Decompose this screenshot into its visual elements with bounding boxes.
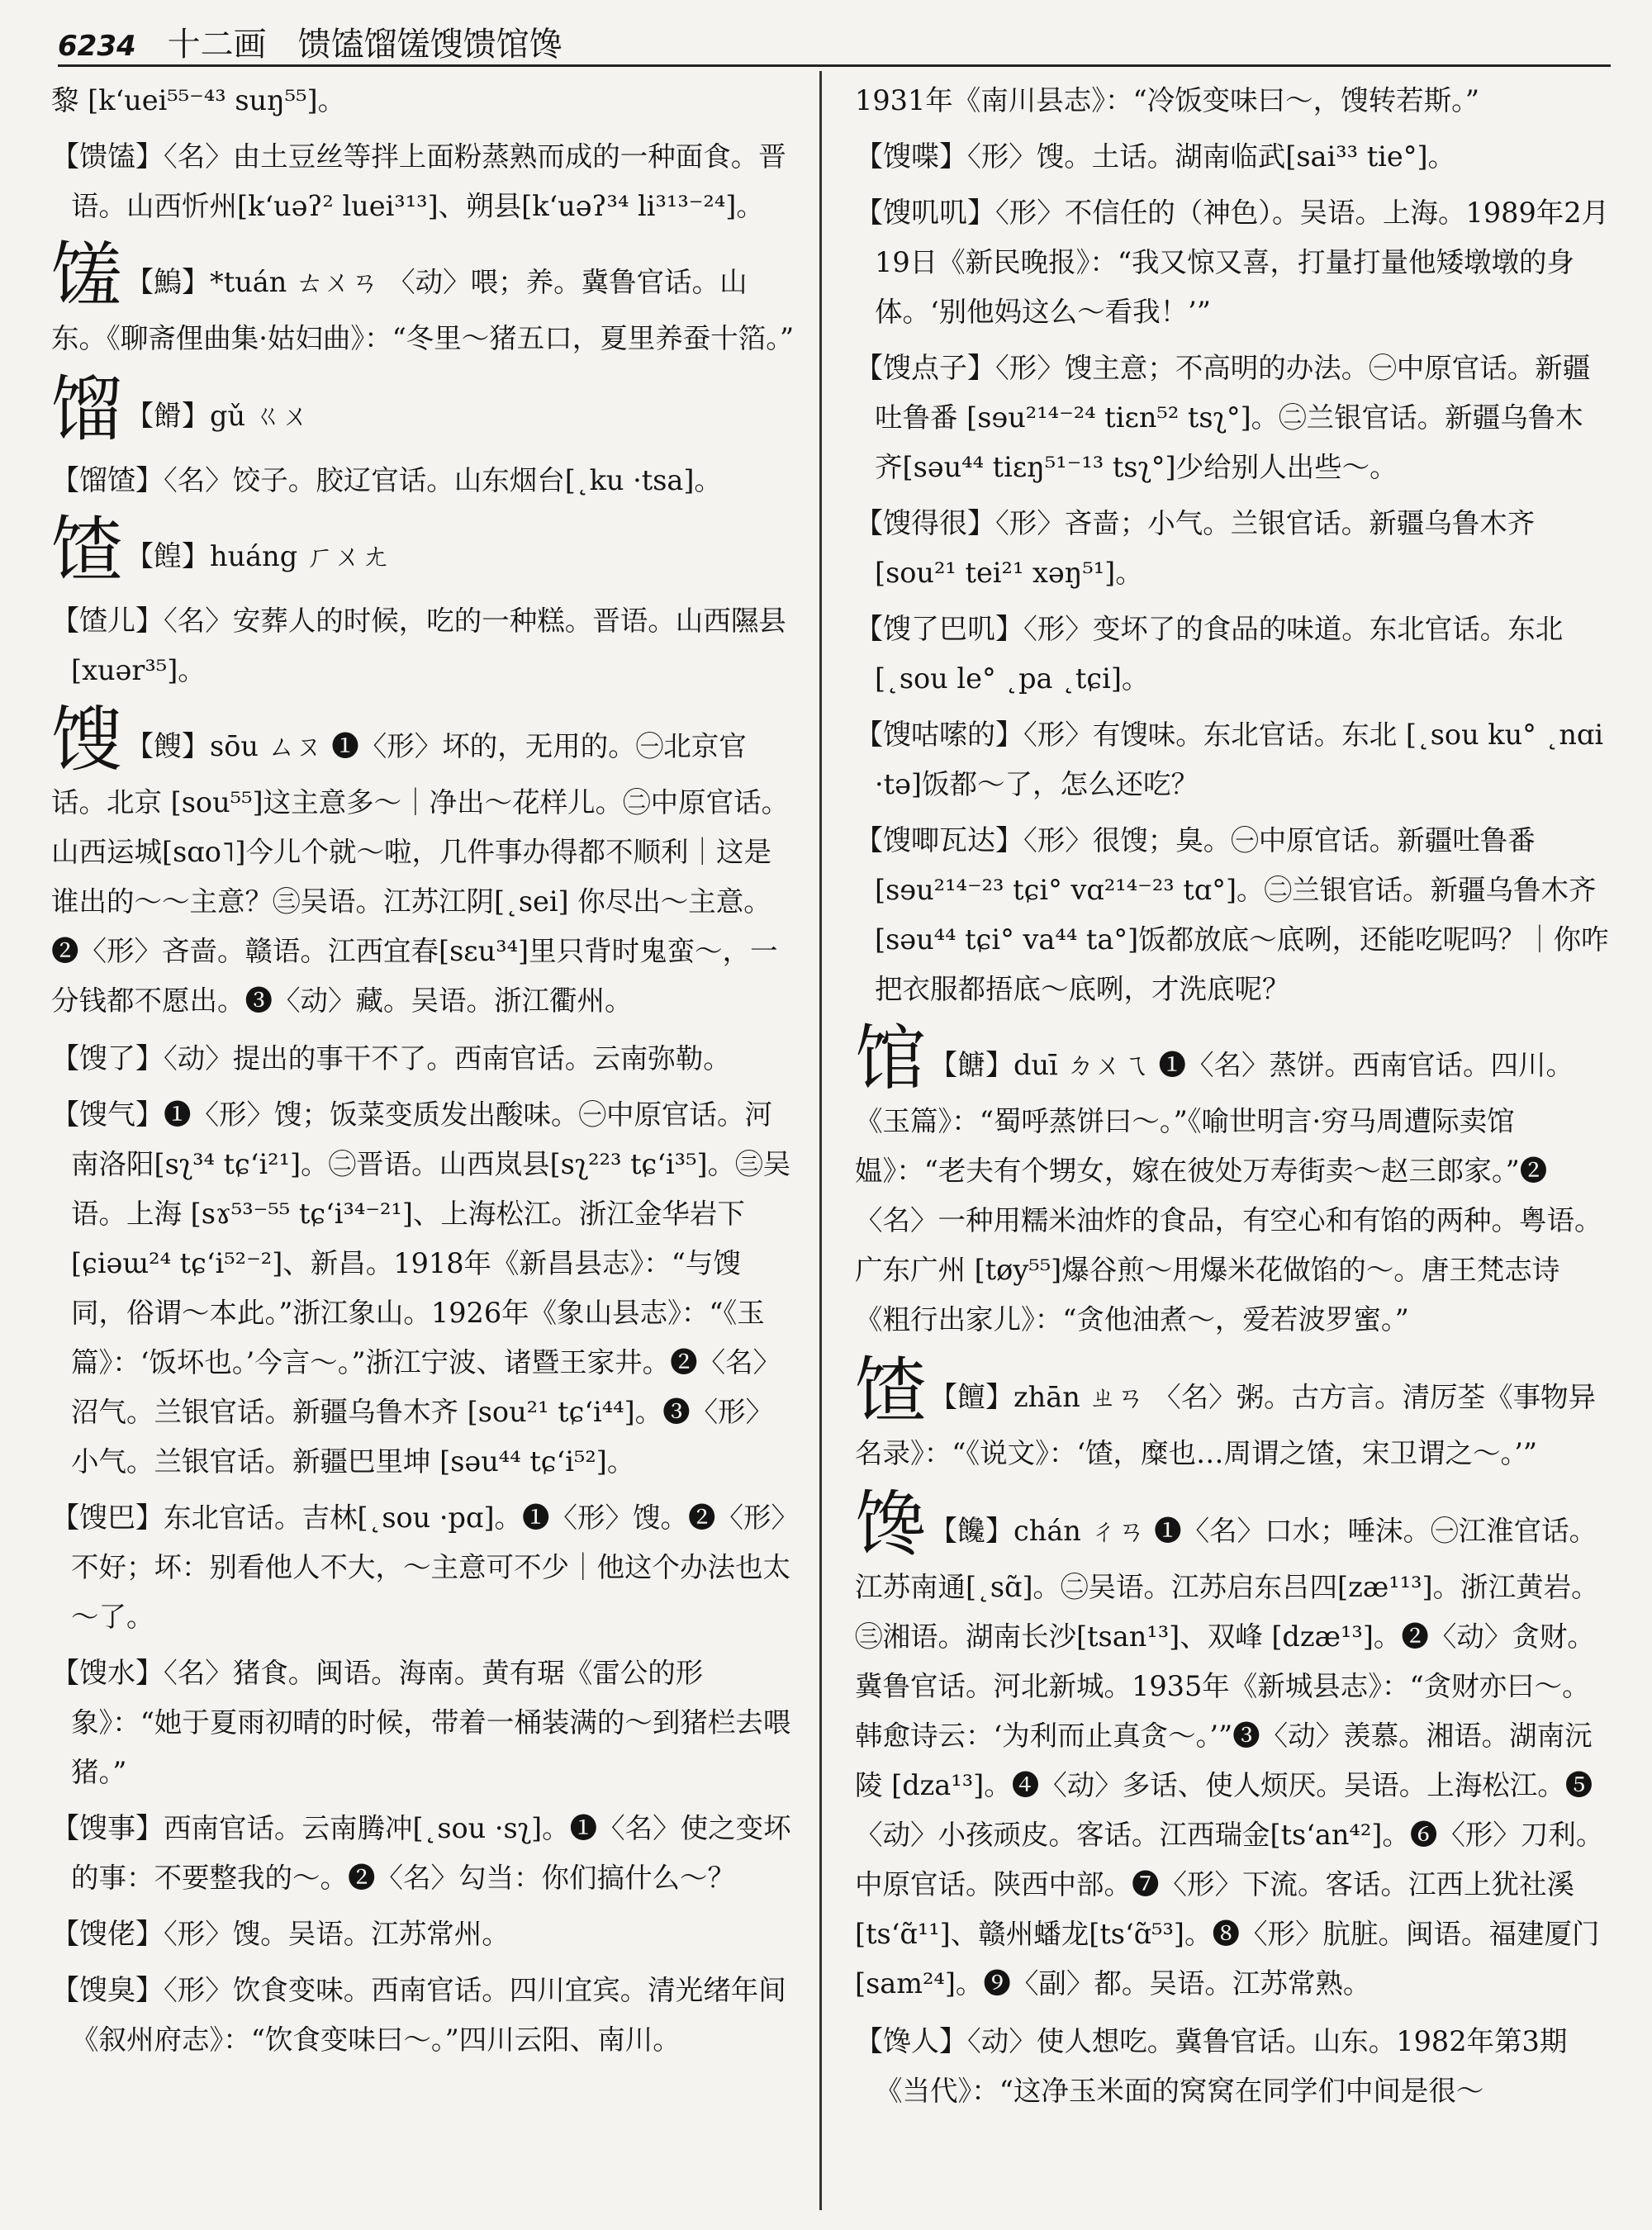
entry-text: sōu ㄙㄡ ❶〈形〉坏的，无用的。㊀北京官话。北京 [sou⁵⁵]这主意多～｜净出～花样儿。㊁中原官话。山西运城[sɑo˥]今儿个就～啦，几件事办得都不顺利｜这是谁出的～～主意？㊂吴语。江苏江阴[˛sei] 你尽出～主意。❷〈形〉吝啬。赣语。江西宜春[sɛu³⁴]里只背时鬼蛮～，一分钱都不愿出。❸〈动〉藏。吴语。浙江衢州。 — [51, 730, 790, 1017]
entry-text: 〈名〉饺子。胶辽官话。山东烟台[˛ku ·tsa]。 — [164, 464, 722, 496]
traditional-form: 【餶】 — [126, 400, 210, 433]
word-entry — [855, 188, 1611, 337]
entry-text: 1931年《南川县志》：“冷饭变味曰～，馊转若斯。” — [855, 84, 1480, 116]
word-entry — [855, 499, 1611, 598]
entry-text: 〈形〉有馊味。东北官话。东北 [˛sou ku° ˛nɑi ·tə]饭都～了，怎么还吃？ — [875, 719, 1604, 800]
entry-headword: 【馊喋】 — [855, 140, 967, 173]
headword-character: 馆 — [855, 1018, 926, 1100]
entry-headword: 【馊臭】 — [51, 1974, 164, 2007]
word-entry — [51, 1966, 795, 2065]
entry-headword: 【馈馌】 — [51, 140, 164, 173]
entry-text: 〈形〉饮食变味。西南官话。四川宜宾。清光绪年间《叙州府志》：“饮食变味曰～。”四川云阳、南川。 — [71, 1974, 786, 2056]
header-chars: 馈馌馏馐馊馈馆馋 — [297, 26, 563, 64]
entry-headword: 【馏馇】 — [51, 464, 164, 497]
word-entry — [51, 1034, 795, 1084]
traditional-form: 【饘】 — [929, 1381, 1014, 1414]
character-entry — [855, 1483, 1611, 2009]
entry-text: huáng ㄏㄨㄤ — [210, 540, 390, 572]
headword-character: 馐 — [51, 235, 122, 317]
word-entry — [51, 456, 795, 505]
character-entry — [51, 699, 795, 1026]
entry-headword: 【馇儿】 — [51, 605, 164, 638]
column-divider — [819, 71, 822, 2210]
entry-headword: 【馊巴】 — [51, 1502, 164, 1535]
page-number: 6234 — [58, 30, 136, 63]
traditional-form: 【餿】 — [126, 730, 210, 763]
word-entry — [51, 1910, 795, 1959]
entry-continuation — [51, 76, 795, 126]
entry-headword: 【馊唧瓦达】 — [855, 824, 1023, 857]
entry-headword: 【馊气】 — [51, 1098, 164, 1132]
word-entry — [855, 605, 1611, 704]
entry-text: duī ㄉㄨㄟ ❶〈名〉蒸饼。西南官话。四川。《玉篇》：“蜀呼蒸饼曰～。”《喻世明言·穷马周遭际卖馆媪》：“老夫有个甥女，嫁在彼处万寿街卖～赵三郎家。”❷〈名〉一种用糯米油炸的食品，有空心和有馅的两种。粤语。广东广州 [tøy⁵⁵]爆谷煎～用爆米花做馅的～。唐王梵志诗《粗行出家儿》：“贪他油煮～，爱若波罗蜜。” — [855, 1049, 1602, 1336]
character-entry — [855, 1350, 1611, 1478]
entry-headword: 【馊事】 — [51, 1812, 164, 1845]
word-entry — [51, 1649, 795, 1797]
headword-character: 馏 — [51, 368, 122, 451]
entry-headword: 【馊水】 — [51, 1657, 164, 1690]
entry-text: 东北官话。吉林[˛sou ·pɑ]。❶〈形〉馊。❷〈形〉不好；坏：别看他人不大，～主意可不少｜他这个办法也太～了。 — [71, 1502, 790, 1633]
entry-text: 〈形〉很馊；臭。㊀中原官话。新疆吐鲁番 [sɘu²¹⁴⁻²³ tɕi° vɑ²¹⁴⁻²³ tɑ°]。㊁兰银官话。新疆乌鲁木齐[səu⁴⁴ tɕi° va⁴⁴ ta°]饭都放底～底咧，还能吃呢吗？｜你咋把衣服都捂底～底咧，才洗底呢？ — [875, 824, 1609, 1005]
word-entry — [51, 1090, 795, 1487]
entry-continuation — [855, 76, 1611, 126]
traditional-form: 【餹】 — [929, 1049, 1014, 1082]
entry-headword: 【馊咕嗦的】 — [855, 719, 1023, 752]
entry-headword: 【馊佬】 — [51, 1918, 164, 1951]
entry-headword: 【馊叽叽】 — [855, 197, 995, 230]
entry-headword: 【馊点子】 — [855, 352, 995, 385]
entry-text: 〈形〉馊。土话。湖南临武[sai³³ tie°]。 — [967, 140, 1456, 173]
word-entry — [855, 344, 1611, 492]
header-rule — [58, 64, 1611, 67]
headword-character: 馇 — [51, 509, 122, 591]
entry-text: 〈名〉由土豆丝等拌上面粉蒸熟而成的一种面食。晋语。山西忻州[k‘uəʔ² luei³¹³]、朔县[k‘uəʔ³⁴ li³¹³⁻²⁴]。 — [71, 140, 786, 222]
page-header — [58, 18, 1611, 64]
entry-text: 〈形〉吝啬；小气。兰银官话。新疆乌鲁木齐[sou²¹ tei²¹ xəŋ⁵¹]。 — [875, 507, 1536, 589]
character-entry — [51, 368, 795, 451]
right-column — [855, 76, 1611, 2123]
character-entry — [51, 235, 795, 363]
entry-text: 〈名〉猪食。闽语。海南。黄有琚《雷公的形象》：“她于夏雨初晴的时候，带着一桶装满的～到猪栏去喂猪。” — [71, 1657, 791, 1788]
entry-text: 〈动〉使人想吃。冀鲁官话。山东。1982年第3期《当代》：“这净玉米面的窝窝在同学们中间是很～ — [875, 2025, 1568, 2107]
traditional-form: 【饞】 — [929, 1515, 1014, 1548]
headword-character: 馊 — [51, 699, 122, 781]
character-entry — [855, 1018, 1611, 1345]
entry-text: zhān ㄓㄢ 〈名〉粥。古方言。清厉荃《事物异名录》：“《说文》：‘馇，糜也…周谓之馇，宋卫谓之～。’” — [855, 1381, 1597, 1469]
word-entry — [51, 132, 795, 231]
section-label: 十二画 — [167, 26, 267, 64]
entry-headword: 【馊了巴叽】 — [855, 613, 1023, 646]
entry-text: gǔ ㄍㄨ — [210, 400, 310, 432]
entry-text: 〈形〉馊。吴语。江苏常州。 — [164, 1918, 510, 1950]
entry-headword: 【馊得很】 — [855, 507, 995, 540]
character-entry — [51, 509, 795, 591]
entry-headword: 【馊了】 — [51, 1042, 164, 1075]
entry-text: 〈形〉变坏了的食品的味道。东北官话。东北[˛sou le° ˛pa ˛tɕi]。 — [875, 613, 1564, 695]
traditional-form: 【餭】 — [126, 540, 210, 573]
word-entry — [855, 132, 1611, 182]
word-entry — [51, 1493, 795, 1642]
left-column — [51, 76, 795, 2071]
entry-text: 〈动〉提出的事干不了。西南官话。云南弥勒。 — [164, 1042, 731, 1075]
traditional-form: 【鰞】 — [126, 266, 210, 299]
entry-text: 西南官话。云南腾冲[˛sou ·sʅ]。❶〈名〉使之变坏的事：不要整我的～。❷〈名〉勾当：你们搞什么～？ — [71, 1812, 791, 1894]
word-entry — [855, 710, 1611, 809]
entry-text: *tuán ㄊㄨㄢ 〈动〉喂；养。冀鲁官话。山东。《聊斋俚曲集·姑妇曲》：“冬里～猪五口，夏里养蚕十箔。” — [51, 266, 795, 354]
word-entry — [51, 1804, 795, 1903]
entry-headword: 【馋人】 — [855, 2025, 967, 2058]
entry-text: chán ㄔㄢ ❶〈名〉口水；唾沫。㊀江淮官话。江苏南通[˛sɑ̃]。㊁吴语。江苏启东吕四[zæ¹¹³]。浙江黄岩。㊂湘语。湖南长沙[tsan¹³]、双峰 [dzæ¹³]。❷〈动〉贪财。冀鲁官话。河北新城。1935年《新城县志》：“贪财亦曰～。韩愈诗云：‘为利而止真贪～。’”❸〈动〉羡慕。湘语。湖南沅陵 [dza¹³]。❹〈动〉多话、使人烦厌。吴语。上海松江。❺〈动〉小孩顽皮。客话。江西瑞金[ts‘an⁴²]。❻〈形〉刀利。中原官话。陕西中部。❼〈形〉下流。客话。江西上犹社溪 [ts‘ɑ̃¹¹]、赣州蟠龙[ts‘ɑ̃⁵³]。❽〈形〉肮脏。闽语。福建厦门[sam²⁴]。❾〈副〉都。吴语。江苏常熟。 — [855, 1515, 1604, 2000]
entry-text: 〈名〉安葬人的时候，吃的一种糕。晋语。山西隰县[xuər³⁵]。 — [71, 605, 786, 686]
entry-text: 〈形〉馊主意；不高明的办法。㊀中原官话。新疆吐鲁番 [sɘu²¹⁴⁻²⁴ tiɛn⁵² tsʅ°]。㊁兰银官话。新疆乌鲁木齐[səu⁴⁴ tiɛŋ⁵¹⁻¹³ tsʅ°]少给别人出些～。 — [875, 352, 1591, 483]
word-entry — [51, 596, 795, 695]
headword-character: 馇 — [855, 1350, 926, 1432]
entry-text: ❶〈形〉馊；饭菜变质发出酸味。㊀中原官话。河南洛阳[sʅ³⁴ tɕ‘i²¹]。㊁晋语。山西岚县[sʅ²²³ tɕ‘i³⁵]。㊂吴语。上海 [sɤ⁵³⁻⁵⁵ tɕ‘i³⁴⁻²¹]、上海松江。浙江金华岩下 [ɕiəɯ²⁴ tɕ‘i⁵²⁻²]、新昌。1918年《新昌县志》：“与馊同，俗谓～本此。”浙江象山。1926年《象山县志》：“《玉篇》：‘饭坏也。’今言～。”浙江宁波、诸暨王家井。❷〈名〉沼气。兰银官话。新疆乌鲁木齐 [sou²¹ tɕ‘i⁴⁴]。❸〈形〉小气。兰银官话。新疆巴里坤 [səu⁴⁴ tɕ‘i⁵²]。 — [71, 1098, 791, 1478]
word-entry — [855, 816, 1611, 1014]
entry-text: 〈形〉不信任的（神色）。吴语。上海。1989年2月19日《新民晚报》：“我又惊又喜，打量打量他矮墩墩的身体。‘别他妈这么～看我！’” — [875, 197, 1610, 328]
headword-character: 馋 — [855, 1483, 926, 1566]
word-entry — [855, 2017, 1611, 2116]
entry-text: 黎 [k‘uei⁵⁵⁻⁴³ suŋ⁵⁵]。 — [51, 84, 346, 116]
